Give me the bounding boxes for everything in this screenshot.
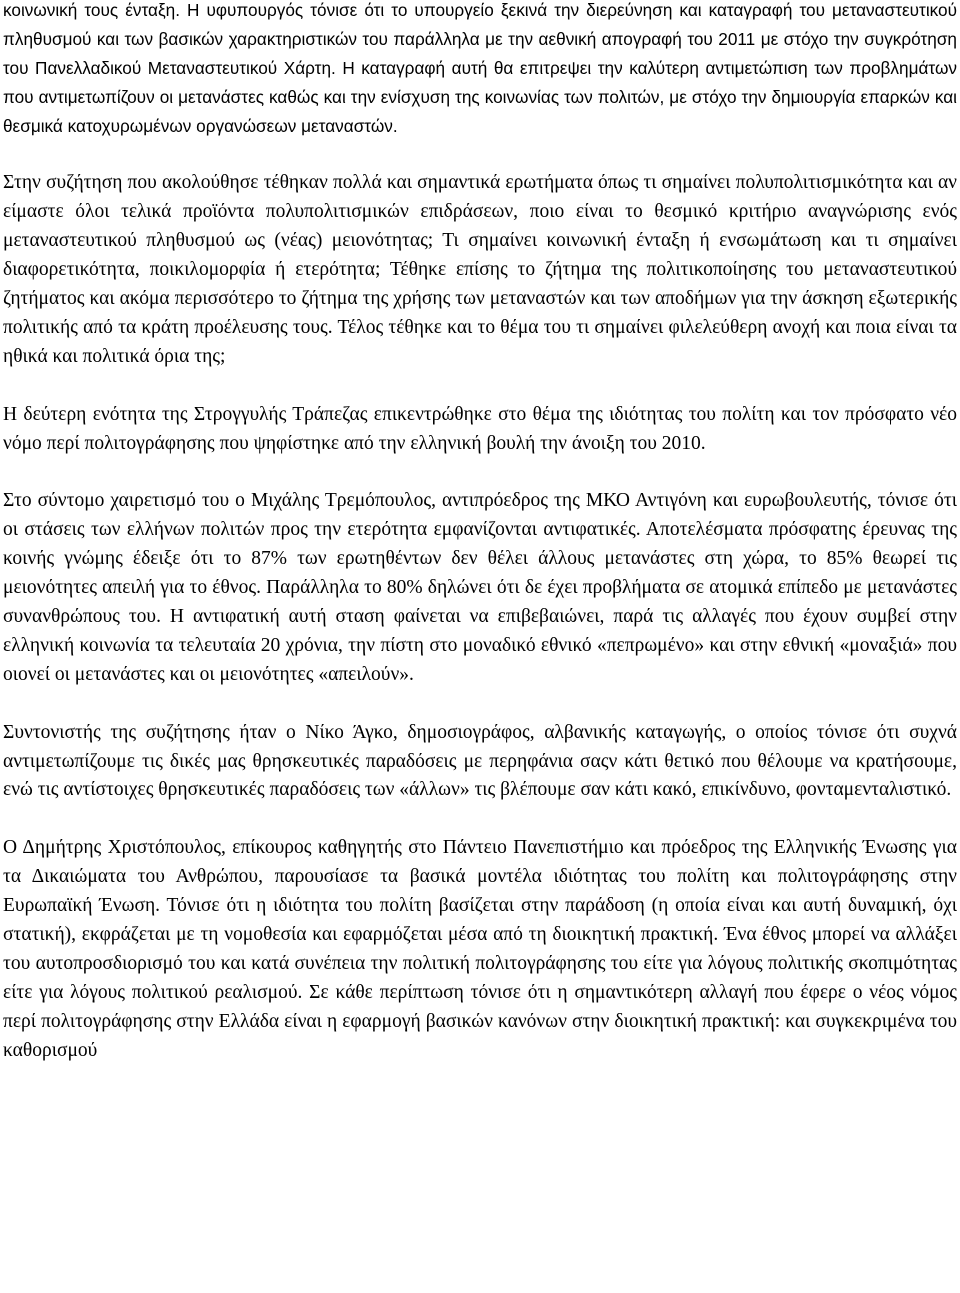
document-page — [3, 0, 957, 1065]
paragraph-migrant-map: κοινωνική τους ένταξη. Η υφυπουργός τόνισε ότι το υπουργείο ξεκινά την διερεύνηση και καταγραφή του μεταναστευτικού πληθυσμού και των βασικών χαρακτηριστικών του παράλληλα με την αεθνική απογραφή του 2011 με στόχο την συγκρότηση του Πανελλαδικού Μεταναστευτικού Χάρτη. Η καταγραφή αυτή θα επιτρεψει την καλύτερη αντιμετώπιση των προβλημάτων που αντιμετωπίζουν οι μετανάστες καθώς και την ενίσχυση της κοινωνίας των πολιτών, με στόχο την δημιουργία επαρκών και θεσμικά κατοχυρωμένων οργανώσεων μεταναστών. — [3, 0, 957, 136]
paragraph-second-session: Η δεύτερη ενότητα της Στρογγυλής Τράπεζας επικεντρώθηκε στο θέμα της ιδιότητας του πολίτη και τον πρόσφατο νέο νόμο περί πολιτογράφησης που ψηφίστηκε από την ελληνική βουλή την άνοιξη του 2010. — [3, 403, 957, 454]
paragraph-christopoulos: Ο Δημήτρης Χριστόπουλος, επίκουρος καθηγητής στο Πάντειο Πανεπιστήμιο και πρόεδρος της Ελληνικής Ένωσης για τα Δικαιώματα του Ανθρώπου, παρουσίασε τα βασικά μοντέλα ιδιότητας του πολίτη και πολιτογράφησης στην Ευρωπαϊκή Ένωση. Τόνισε ότι η ιδιότητα του πολίτη βασίζεται στην παράδοση (η οποία είναι και αυτή δυναμική, όχι στατική), εκφράζεται με τη νομοθεσία και εφαρμόζεται μέσα από τη διοικητική πρακτική. Ένα έθνος μπορεί να αλλάξει του αυτοπροσδιορισμό του και κατά συνέπεια την πολιτική πολιτογράφησης του είτε για λόγους πολιτικής σκοπιμότητας είτε για λόγους πολιτικού ρεαλισμού. Σε κάθε περίπτωση τόνισε ότι η σημαντικότερη αλλαγή που έφερε ο νέος νόμος περί πολιτογράφησης στην Ελλάδα είναι η εφαρμογή βασικών κανόνων στην διοικητική πρακτική: και συγκεκριμένα του καθορισμού — [3, 837, 957, 1061]
paragraph-tremopoulos-greeting: Στο σύντομο χαιρετισμό του ο Μιχάλης Τρεμόπουλος, αντιπρόεδρος της ΜΚΟ Αντιγόνη και ευρωβουλευτής, τόνισε ότι οι στάσεις των ελλήνων πολιτών προς την ετερότητα εμφανίζονται αντιφατικές. Αποτελέσματα πρόσφατης έρευνας της κοινής γνώμης έδειξε ότι το 87% των ερωτηθέντων δεν θέλει άλλους μετανάστες στη χώρα, το 85% θεωρεί τις μειονότητες απειλή για το έθνος. Παράλληλα το 80% δηλώνει ότι δε έχει προβλήματα σε ατομικά επίπεδο με μετανάστες συνανθρώπους του. Η αντιφατική αυτή σταση φαίνεται να επιβεβαιώνει, παρά τις αλλαγές που έχουν συμβεί στην ελληνική κοινωνία τα τελευταία 20 χρόνια, την πίστη στο μοναδικό εθνικό «πεπρωμένο» και στην εθνική «μοναξιά» που οιονεί οι μετανάστες και οι μειονότητες «απειλούν». — [3, 490, 957, 685]
paragraph-moderator: Συντονιστής της συζήτησης ήταν ο Νίκο Άγκο, δημοσιογράφος, αλβανικής καταγωγής, ο οποίος τόνισε ότι συχνά αντιμετωπίζουμε τις δικές μας θρησκευτικές παραδόσεις με περηφάνια σαςν κάτι θετικό που θέλουμε να κρατήσουμε, ενώ τις αντίστοιχες θρησκευτικές παραδόσεις των «άλλων» τις βλέπουμε σαν κάτι κακό, επικίνδυνο, φονταμενταλιστικό. — [3, 721, 957, 801]
paragraph-discussion-questions: Στην συζήτηση που ακολούθησε τέθηκαν πολλά και σημαντικά ερωτήματα όπως τι σημαίνει πολυπολιτισμικότητα και αν είμαστε όλοι τελικά προϊόντα πολυπολιτισμικών επιδράσεων, ποιο είναι το θεσμικό κριτήριο αναγνώρισης ενός μεταναστευτικού πληθυσμού ως (νέας) μειονότητας; Τι σημαίνει κοινωνική ένταξη ή ενσωμάτωση και τι σημαίνει διαφορετικότητα, ποικιλομορφία ή ετερότητα; Τέθηκε επίσης το ζήτημα της πολιτικοποίησης του μεταναστευτικού ζητήματος και ακόμα περισσότερο το ζήτημα της χρήσης των μεταναστών και των αποδήμων για την άσκηση εξωτερικής πολιτικής από τα κράτη προέλευσης τους. Τέλος τέθηκε και το θέμα του τι σημαίνει φιλελεύθερη ανοχή και ποια είναι τα ηθικά και πολιτικά όρια της; — [3, 172, 957, 367]
